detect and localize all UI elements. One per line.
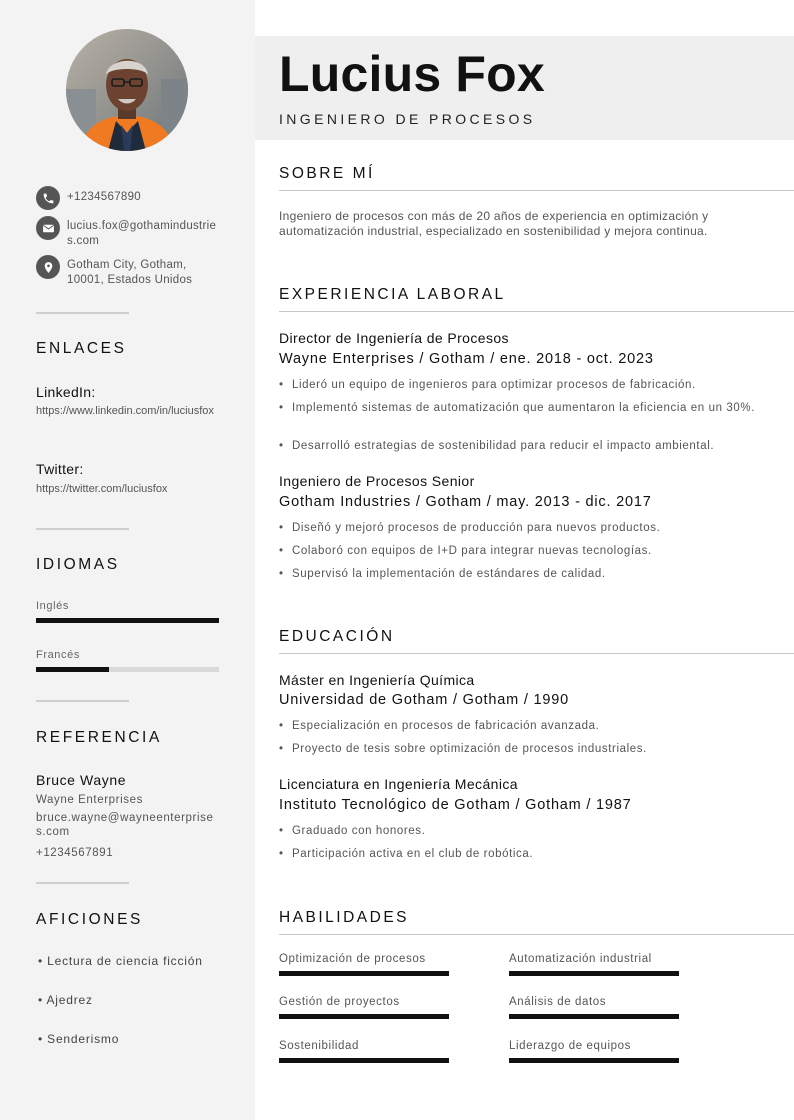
skill-name: Optimización de procesos xyxy=(279,953,426,965)
divider xyxy=(36,528,129,530)
contact-email-row xyxy=(36,216,217,249)
job-bullet: • Desarrolló estrategias de sostenibilidad para reducir el impacto ambiental. xyxy=(279,439,764,454)
skill-bar xyxy=(509,971,679,976)
job-bullet: • Colaboró con equipos de I+D para integrar nuevas tecnologías. xyxy=(279,544,764,559)
languages-heading: IDIOMAS xyxy=(36,556,120,573)
education-heading: EDUCACIÓN xyxy=(279,628,395,645)
language-level-bar xyxy=(36,667,219,672)
education-meta: Universidad de Gotham / Gotham / 1990 xyxy=(279,692,569,708)
skill-item xyxy=(279,953,449,976)
skills-heading: HABILIDADES xyxy=(279,909,410,926)
skill-name: Liderazgo de equipos xyxy=(509,1040,631,1052)
contact-phone-row xyxy=(36,186,217,210)
envelope-icon xyxy=(36,216,60,240)
skill-name: Sostenibilidad xyxy=(279,1040,360,1052)
skill-item xyxy=(509,953,679,976)
sidebar xyxy=(0,0,255,1120)
about-heading: SOBRE MÍ xyxy=(279,165,375,182)
skill-bar xyxy=(279,971,449,976)
education-bullet: • Especialización en procesos de fabricación avanzada. xyxy=(279,719,764,734)
language-level-fill xyxy=(36,667,109,672)
skill-bar xyxy=(509,1014,679,1019)
hobbies-heading: AFICIONES xyxy=(36,911,143,928)
job-bullet: • Implementó sistemas de automatización que aumentaron la eficiencia en un 30%. xyxy=(279,401,764,416)
contact-address-row xyxy=(36,255,217,288)
section-rule xyxy=(279,190,794,191)
job-meta: Gotham Industries / Gotham / may. 2013 - dic. 2017 xyxy=(279,494,652,510)
language-level-bar xyxy=(36,618,219,623)
skill-item xyxy=(279,1040,449,1063)
reference-company: Wayne Enterprises xyxy=(36,794,143,806)
education-title: Licenciatura en Ingeniería Mecánica xyxy=(279,776,518,792)
job-bullet: • Diseñó y mejoró procesos de producción para nuevos productos. xyxy=(279,521,764,536)
about-text: Ingeniero de procesos con más de 20 años de experiencia en optimización y automatización industrial, especializado en sostenibilidad y mejora continua. xyxy=(279,209,709,238)
twitter-url[interactable]: https://twitter.com/luciusfox xyxy=(36,483,168,495)
skill-bar xyxy=(279,1058,449,1063)
job-bullet: • Supervisó la implementación de estándares de calidad. xyxy=(279,567,764,582)
section-rule xyxy=(279,311,794,312)
skill-bar xyxy=(279,1014,449,1019)
reference-heading: REFERENCIA xyxy=(36,729,162,746)
education-bullet: • Graduado con honores. xyxy=(279,824,764,839)
divider xyxy=(36,312,129,314)
education-bullet: • Proyecto de tesis sobre optimización de procesos industriales. xyxy=(279,742,764,757)
skill-name: Análisis de datos xyxy=(509,996,607,1008)
person-name: Lucius Fox xyxy=(279,46,545,102)
main-content xyxy=(255,0,794,1120)
experience-heading: EXPERIENCIA LABORAL xyxy=(279,286,506,303)
person-role: INGENIERO DE PROCESOS xyxy=(279,111,536,127)
skill-name: Automatización industrial xyxy=(509,953,652,965)
reference-phone: +1234567891 xyxy=(36,847,114,859)
skill-name: Gestión de proyectos xyxy=(279,996,400,1008)
divider xyxy=(36,700,129,702)
contact-address: Gotham City, Gotham, 10001, Estados Unidos xyxy=(67,259,193,286)
job-title: Director de Ingeniería de Procesos xyxy=(279,330,509,346)
education-title: Máster en Ingeniería Química xyxy=(279,672,475,688)
job-bullet: • Lideró un equipo de ingenieros para optimizar procesos de fabricación. xyxy=(279,378,764,393)
phone-icon xyxy=(36,186,60,210)
section-rule xyxy=(279,653,794,654)
skill-item xyxy=(509,996,679,1019)
language-name: Francés xyxy=(36,649,80,661)
education-meta: Instituto Tecnológico de Gotham / Gotham / 1987 xyxy=(279,797,632,813)
contact-email[interactable]: lucius.fox@gothamindustries.com xyxy=(67,220,217,247)
hobby-item: • Lectura de ciencia ficción xyxy=(38,954,203,968)
skill-bar xyxy=(509,1058,679,1063)
contact-phone: +1234567890 xyxy=(67,191,141,203)
language-level-fill xyxy=(36,618,219,623)
job-meta: Wayne Enterprises / Gotham / ene. 2018 - oct. 2023 xyxy=(279,351,654,367)
linkedin-url[interactable]: https://www.linkedin.com/in/luciusfox xyxy=(36,405,214,417)
job-title: Ingeniero de Procesos Senior xyxy=(279,473,475,489)
hobby-item: • Ajedrez xyxy=(38,993,93,1007)
divider xyxy=(36,882,129,884)
links-heading: ENLACES xyxy=(36,340,127,357)
hobby-item: • Senderismo xyxy=(38,1032,120,1046)
reference-name: Bruce Wayne xyxy=(36,772,127,788)
language-name: Inglés xyxy=(36,600,69,612)
section-rule xyxy=(279,934,794,935)
reference-email[interactable]: bruce.wayne@wayneenterprises.com xyxy=(36,812,214,838)
skill-item xyxy=(279,996,449,1019)
profile-photo xyxy=(66,29,188,151)
education-bullet: • Participación activa en el club de robótica. xyxy=(279,847,764,862)
skill-item xyxy=(509,1040,679,1063)
linkedin-label: LinkedIn: xyxy=(36,384,96,400)
twitter-label: Twitter: xyxy=(36,461,84,477)
location-pin-icon xyxy=(36,255,60,279)
